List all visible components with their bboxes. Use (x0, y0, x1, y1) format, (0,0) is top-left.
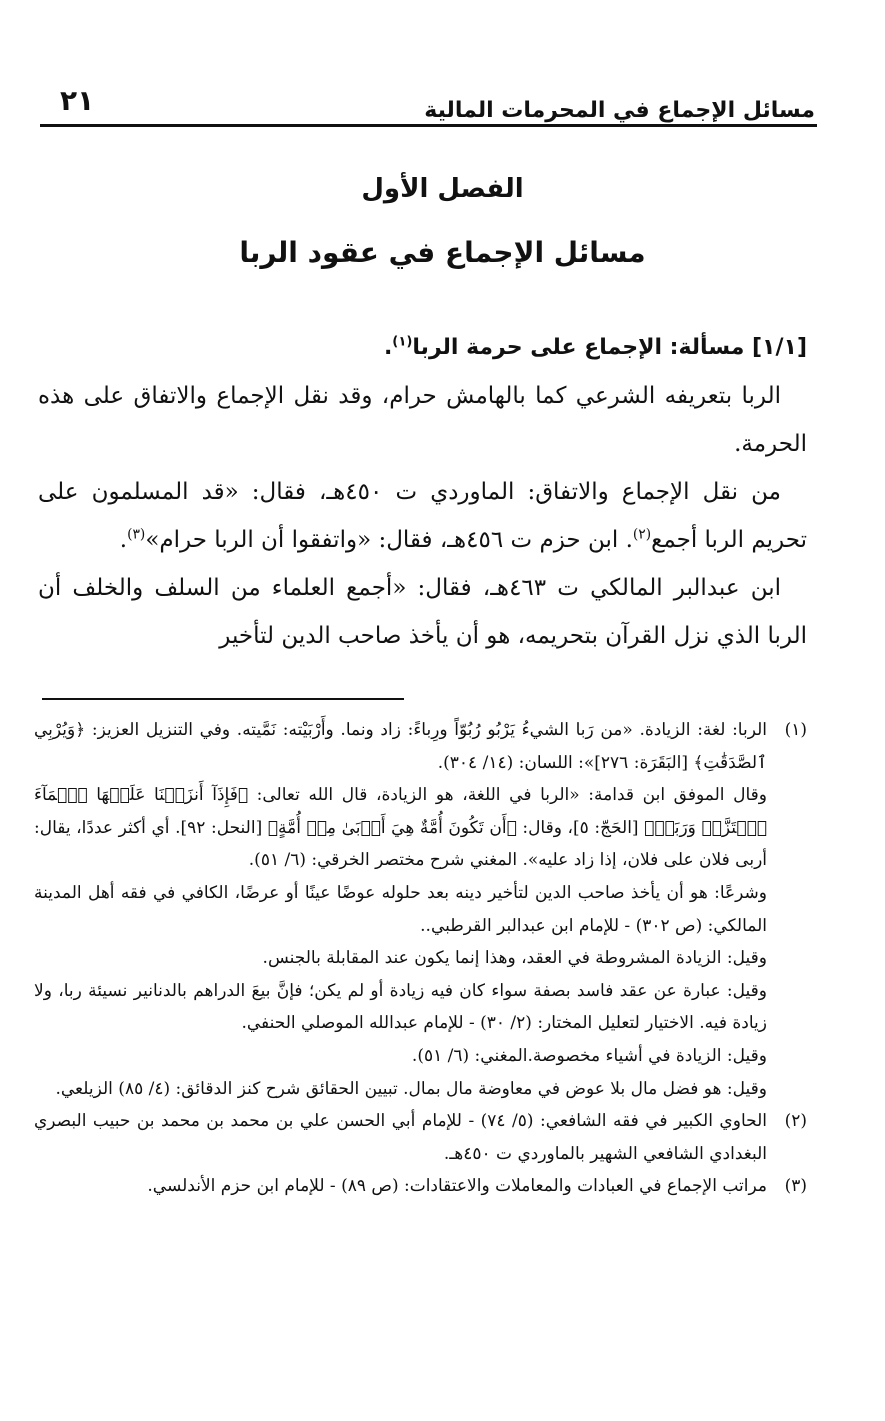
issue-heading-end: . (383, 335, 393, 360)
footnote-paragraph: الحاوي الكبير في فقه الشافعي: (٥/ ٧٤) - للإمام أبي الحسن علي بن محمد بن محمد بن حبيب البصري البغدادي الشافعي الشهير بالماوردي ت ٤٥٠هـ. (34, 1111, 767, 1164)
footnote-paragraph: وقيل: الزيادة المشروطة في العقد، وهذا إنما يكون عند المقابلة بالجنس. (262, 948, 767, 969)
footnote-ref-1: (١) (392, 334, 413, 350)
footnote-text (34, 714, 767, 1105)
footnotes (34, 714, 807, 1203)
footnote-number: (٣) (784, 1176, 807, 1197)
footnote-1 (34, 714, 807, 1105)
paragraph-2-part-a: من نقل الإجماع والاتفاق: الماوردي ت ٤٥٠هـ، فقال: «قد المسلمون على تحريم الربا أجمع (38, 479, 807, 553)
footnote-3 (34, 1170, 807, 1203)
footnote-ref-3: (٣) (127, 526, 146, 543)
page-number: ٢١ (60, 84, 95, 117)
footnote-paragraph: مراتب الإجماع في العبادات والمعاملات والاعتقادات: (ص ٨٩) - للإمام ابن حزم الأندلسي. (147, 1176, 767, 1197)
footnote-2 (34, 1105, 807, 1170)
paragraph-2 (38, 468, 807, 564)
issue-heading (38, 324, 807, 372)
header-rule (40, 124, 817, 127)
footnote-text (34, 1170, 767, 1203)
footnote-text (34, 1105, 767, 1170)
main-text (38, 324, 807, 660)
footnote-number: (٢) (784, 1111, 807, 1132)
footnote-paragraph: وقيل: عبارة عن عقد فاسد بصفة سواء كان فيه زيادة أو لم يكن؛ فإنَّ بيعَ الدراهم بالدنانير نسيئة ربا، ولا زيادة فيه. الاختيار لتعليل المختار: (٢/ ٣٠) - للإمام عبدالله الموصلي الحنفي. (34, 980, 767, 1034)
page-header (44, 78, 815, 126)
issue-heading-text: [١/١] مسألة: الإجماع على حرمة الربا (412, 335, 807, 360)
footnote-paragraph: وقال الموفق ابن قدامة: «الربا في اللغة، هو الزيادة، قال الله تعالى: ﴿فَإِذَآ أَنزَلۡنَا عَلَيۡهَا ٱلۡمَآءَ ٱهۡتَزَّتۡ وَرَبَتۡ﴾ [الحَجّ: ٥]، وقال: ﴿أَن تَكُونَ أُمَّةٌ هِيَ أَرۡبَىٰ مِنۡ أُمَّةٍ﴾ [النحل: ٩٢]. أي أكثر عددًا، يقال: أربى فلان على فلان، إذا زاد عليه». المغني شرح مختصر الخرقي: (٦/ ٥١). (34, 785, 767, 871)
paragraph-2-part-b: . ابن حزم ت ٤٥٦هـ، فقال: «واتفقوا أن الربا حرام» (145, 527, 633, 553)
chapter-label: الفصل الأول (361, 174, 524, 204)
paragraph-2-part-c: . (119, 527, 128, 553)
chapter-title: مسائل الإجماع في عقود الربا (239, 236, 646, 269)
footnote-rule (42, 698, 404, 700)
footnote-paragraph: الربا: لغة: الزيادة. «من رَبا الشيءُ يَرْبُو رُبُوّاً ورِباءً: زاد ونما. وأَرْبَيْته: نَمَّيته. وفي التنزيل العزيز: ﴿وَيُرْبِي ٱلصَّدَقَٰتِ﴾ [البَقَرَة: ٢٧٦]»: اللسان: (١٤/ ٣٠٤). (34, 720, 767, 773)
footnote-number: (١) (784, 720, 807, 740)
paragraph-3: ابن عبدالبر المالكي ت ٤٦٣هـ، فقال: «أجمع العلماء من السلف والخلف أن الربا الذي نزل القرآن بتحريمه، هو أن يأخذ صاحب الدين لتأخير (38, 575, 807, 649)
running-title: مسائل الإجماع في المحرمات المالية (424, 98, 815, 123)
paragraph-1: الربا بتعريفه الشرعي كما بالهامش حرام، وقد نقل الإجماع والاتفاق على هذه الحرمة. (38, 383, 807, 457)
footnote-ref-2: (٢) (632, 526, 652, 543)
footnote-paragraph: وقيل: الزيادة في أشياء مخصوصة.المغني: (٦/ ٥١). (411, 1045, 767, 1066)
footnote-paragraph: وشرعًا: هو أن يأخذ صاحب الدين لتأخير دينه بعد حلوله عوضًا عينًا أو عرضًا، الكافي في فقه أهل المدينة المالكي: (ص ٣٠٢) - للإمام ابن عبدالبر القرطبي.. (34, 882, 767, 936)
footnote-paragraph: وقيل: هو فضل مال بلا عوض في معاوضة مال بمال. تبيين الحقائق شرح كنز الدقائق: (٤/ ٨٥) الزيلعي. (55, 1078, 767, 1099)
